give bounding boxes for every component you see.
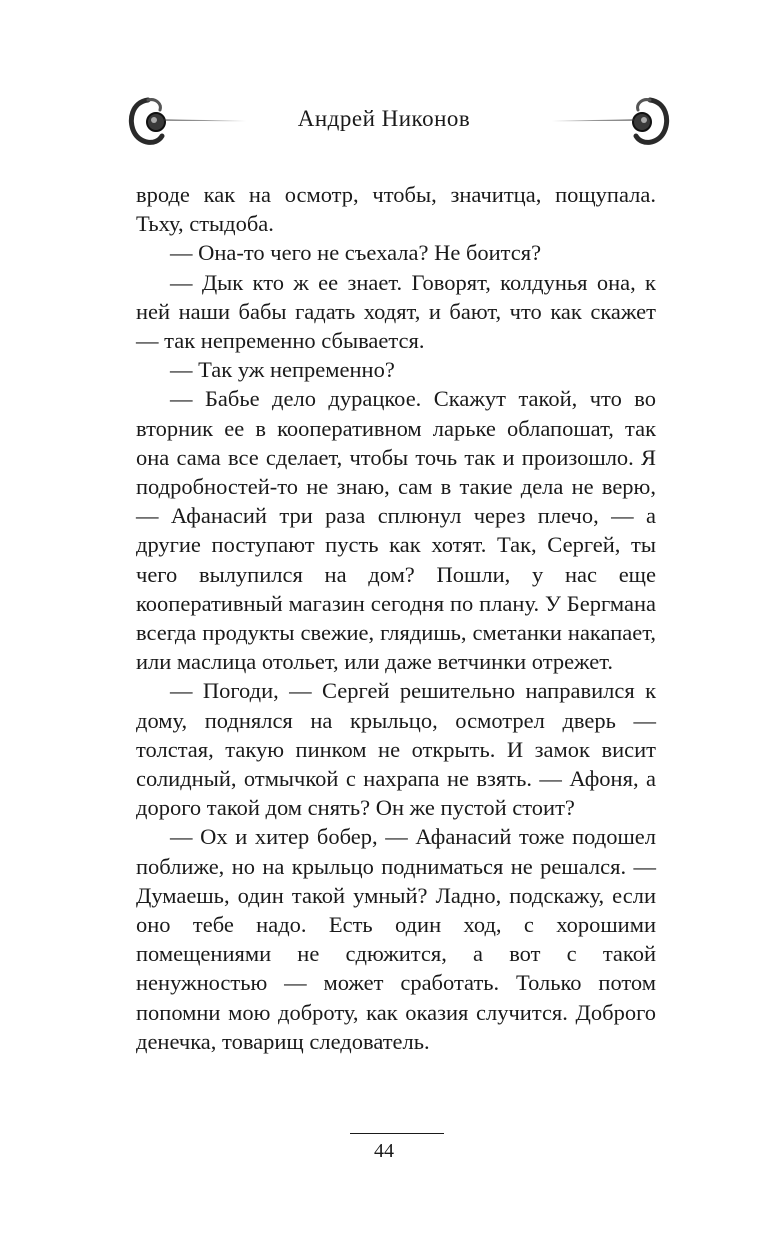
paragraph: — Погоди, — Сергей решительно направился к дому, поднялся на крыльцо, осмотрел дверь — толстая, такую пинком не открыть. И замок висит солидный, отмычкой с нахрапа не взять. — Афоня, а дорого такой дом снять? Он же пустой стоит? (136, 678, 656, 821)
paragraph: — Так уж непременно? (170, 357, 395, 383)
author-name: Андрей Никонов (297, 106, 471, 131)
paragraph: — Она-то чего не съехала? Не боится? (170, 240, 542, 266)
paragraph: вроде как на осмотр, чтобы, значитца, пощупала. Тьху, стыдоба. (136, 182, 656, 237)
paragraph: — Ох и хитер бобер, — Афанасий тоже подошел поближе, но на крыльцо подниматься не решался. — Думаешь, один такой умный? Ладно, подскажу, если оно тебе надо. Есть один ход, с хорошими помещениями не сдюжится, а вот с такой ненужностью — может сработать. Только потом попомни мою доброту, как оказия случится. Доброго денечка, товарищ следователь. (136, 824, 656, 1054)
running-header (0, 92, 768, 152)
paragraph: — Бабье дело дурацкое. Скажут такой, что во вторник ее в кооперативном ларьке облапошат, так она сама все сделает, чтобы точь так и произошло. Я подробностей-то не знаю, сам в такие дела не верю, — Афанасий три раза сплюнул через плечо, — а другие поступают пусть как хотят. Так, Сергей, ты чего вылупился на дом? Пошли, у нас еще кооперативный магазин сегодня по плану. У Бергмана всегда продукты свежие, глядишь, сметанки накапает, или маслица отольет, или даже ветчинки отрежет. (136, 386, 656, 675)
footer-divider (350, 1133, 444, 1134)
page-number: 44 (374, 1140, 394, 1162)
page-body (136, 180, 656, 1056)
paragraph: — Дык кто ж ее знает. Говорят, колдунья она, к ней наши бабы гадать ходят, и бают, что как скажет — так непременно сбывается. (136, 269, 656, 354)
